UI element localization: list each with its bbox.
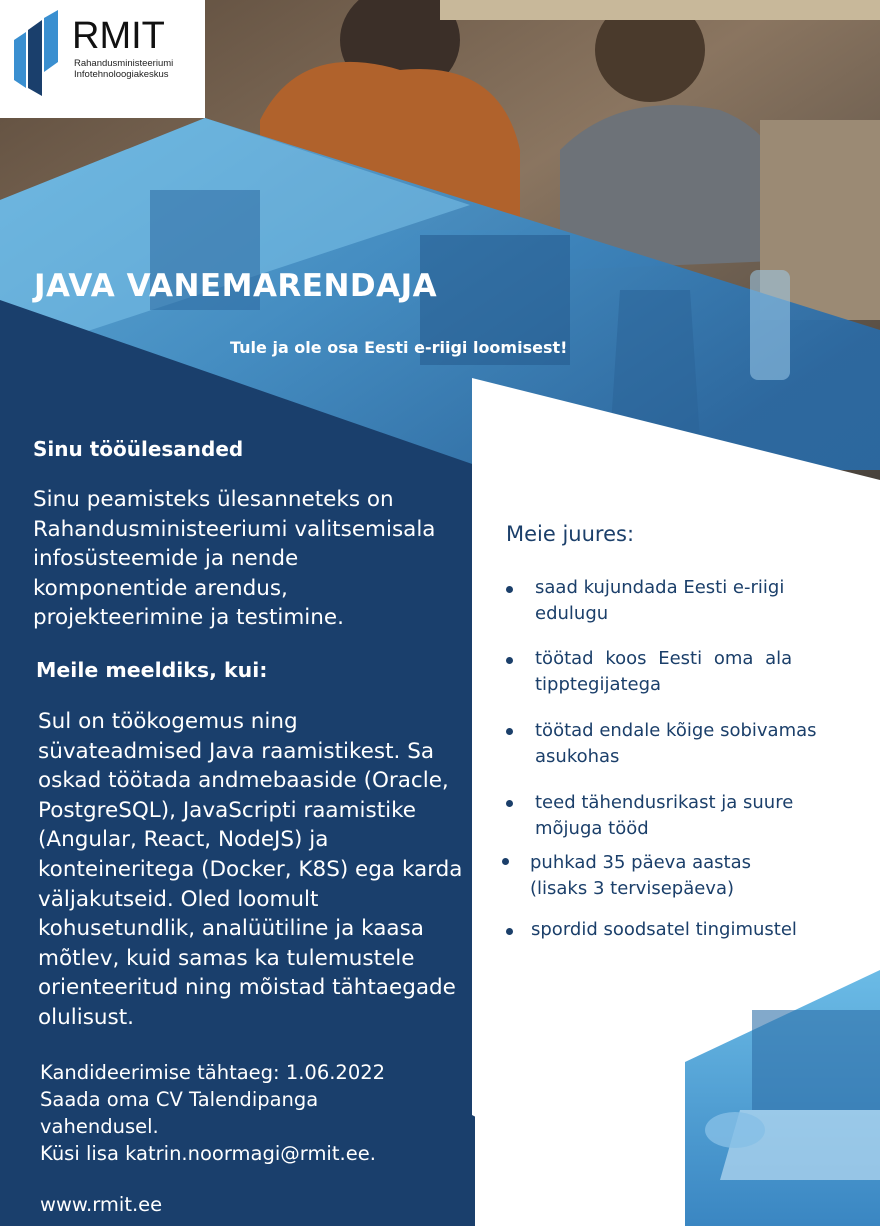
- offer-item-line1: teed tähendusrikast ja suure: [535, 792, 794, 813]
- hand-shape: [705, 1112, 765, 1148]
- contact-block: [40, 1059, 460, 1167]
- offer-item-line1: töötad koos Eesti oma ala: [535, 648, 793, 669]
- bullet-icon: [506, 928, 513, 935]
- logo-subtitle-line2: Infotehnoloogiakeskus: [74, 69, 169, 80]
- logo-subtitle-line1: Rahandusministeeriumi: [74, 58, 174, 69]
- offer-item-line1: töötad endale kõige sobivamas: [535, 720, 817, 741]
- bullet-icon: [502, 858, 509, 865]
- tasks-text: Sinu peamisteks ülesanneteks on Rahandusministeeriumi valitsemisala infosüsteemide ja nende komponentide arendus, projekteerimine ja testimine.: [33, 487, 436, 630]
- offer-item: [535, 646, 827, 697]
- offer-item-line2: tipptegijatega: [535, 673, 662, 695]
- offer-item-line2: asukohas: [535, 745, 620, 767]
- offer-item-line2: (lisaks 3 tervisepäeva): [530, 877, 735, 899]
- offer-item-line1: puhkad 35 päeva aastas: [530, 852, 751, 873]
- offer-item: [530, 850, 830, 901]
- bullet-icon: [506, 586, 513, 593]
- tasks-heading: Sinu tööülesanded: [33, 437, 244, 461]
- deadline-text: Kandideerimise tähtaeg: 1.06.2022: [40, 1061, 386, 1084]
- offer-item: [535, 790, 835, 841]
- offer-item: [535, 718, 865, 769]
- offer-item: [531, 917, 851, 943]
- offer-item-line2: mõjuga tööd: [535, 817, 649, 839]
- window-light: [440, 0, 880, 20]
- rmit-logo-icon: [12, 10, 62, 98]
- offer-heading: Meie juures:: [506, 522, 635, 546]
- logo-name: RMIT: [72, 15, 165, 57]
- offer-item-line2: edulugu: [535, 602, 609, 624]
- offer-item: [535, 575, 835, 626]
- contact-email-text: Küsi lisa katrin.noormagi@rmit.ee.: [40, 1142, 376, 1165]
- bullet-icon: [506, 800, 513, 807]
- requirements-heading: Meile meeldiks, kui:: [36, 658, 268, 682]
- requirements-text: Sul on töökogemus ning süvateadmised Java raamistikest. Sa oskad töötada andmebaaside (Oracle, PostgreSQL), JavaScripti raamistike (Angular, React, NodeJS) ja konteineritega (Docker, K8S) ega karda väljakutseid. Oled loomult kohusetundlik, analüütiline ja kaasa mõtlev, kuid samas ka tulemustele orienteeritud ning mõistad tähtaegade olulisust.: [38, 709, 463, 1030]
- website-link[interactable]: www.rmit.ee: [40, 1193, 163, 1216]
- offer-item-line1: saad kujundada Eesti e-riigi: [535, 577, 785, 598]
- job-title: JAVA VANEMARENDAJA: [34, 268, 438, 304]
- logo-area: [0, 0, 205, 118]
- cv-text-line1: Saada oma CV Talendipanga: [40, 1088, 319, 1111]
- laptop-screen: [752, 1010, 880, 1110]
- glass-shape: [750, 270, 790, 380]
- bullet-icon: [506, 657, 513, 664]
- cv-text-line2: vahendusel.: [40, 1115, 159, 1138]
- logo-subtitle: [74, 58, 173, 80]
- bullet-icon: [506, 728, 513, 735]
- offer-item-line1: spordid soodsatel tingimustel: [531, 919, 797, 940]
- job-subtitle: Tule ja ole osa Eesti e-riigi loomisest!: [230, 338, 568, 357]
